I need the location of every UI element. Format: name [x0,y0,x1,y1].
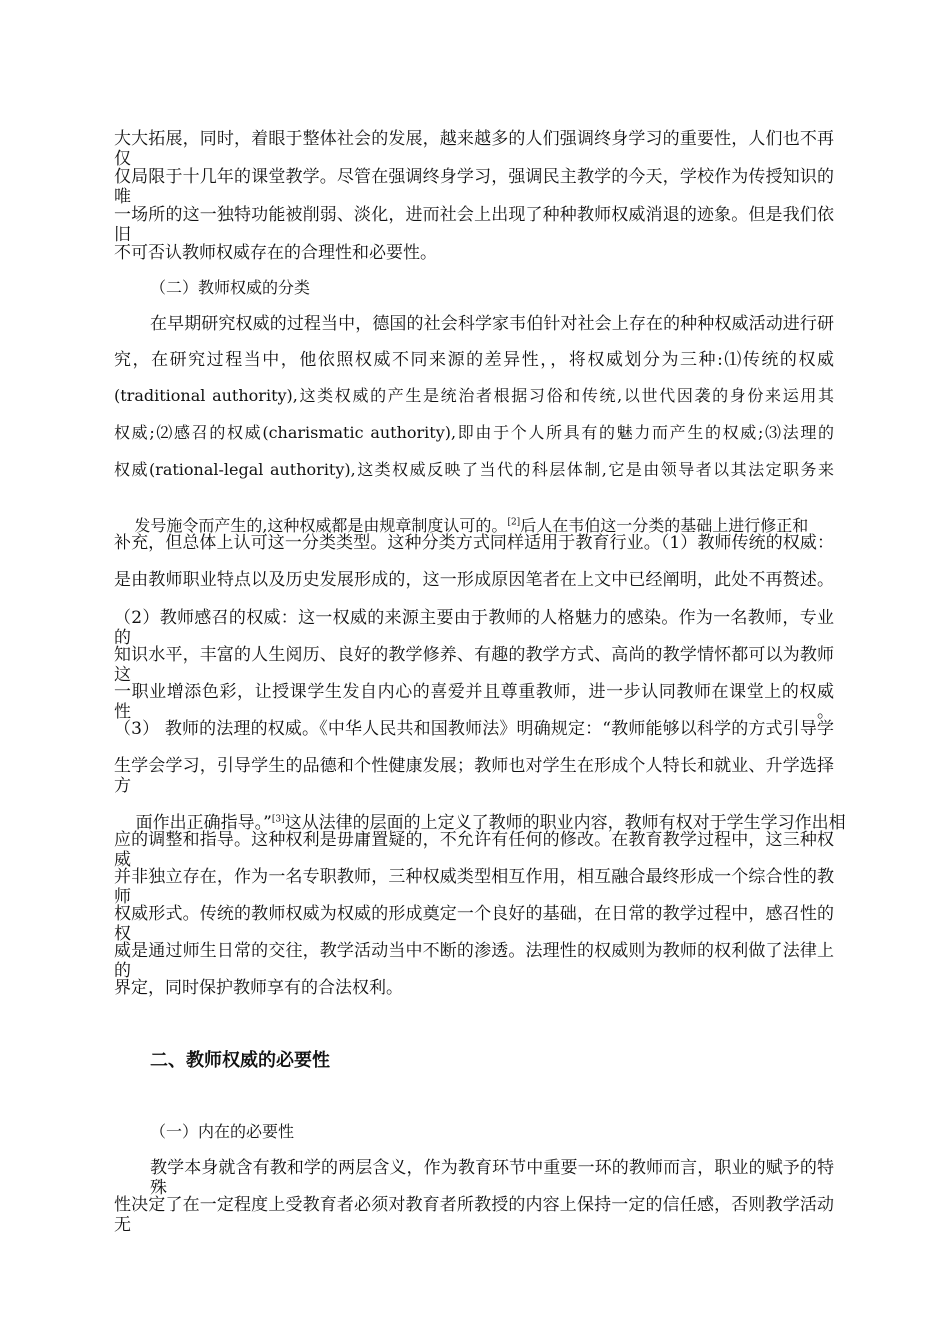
paragraph-line: 生学会学习，引导学生的品德和个性健康发展；教师也对学生在形成个人特长和就业、升学选择方 [114,756,834,796]
paragraph-text: 后人在韦伯这一分类的基础上进行修正和 [520,516,809,535]
paragraph-line: （2）教师感召的权威：这一权威的来源主要由于教师的人格魅力的感染。作为一名教师，专业的 [114,608,834,648]
paragraph-line: 教学本身就含有教和学的两层含义，作为教育环节中重要一环的教师而言，职业的赋予的特殊 [150,1158,834,1198]
paragraph-line: 大大拓展，同时，着眼于整体社会的发展，越来越多的人们强调终身学习的重要性，人们也不再仅 [114,129,834,169]
paragraph-line: 仅局限于十几年的课堂教学。尽管在强调终身学习，强调民主教学的今天，学校作为传授知识的唯 [114,167,834,207]
paragraph-line: 是由教师职业特点以及历史发展形成的，这一形成原因笔者在上文中已经阐明，此处不再赘述。 [114,570,834,590]
paragraph-line: 一场所的这一独特功能被削弱、淡化，进而社会上出现了种种教师权威消退的迹象。但是我们依旧 [114,205,834,245]
paragraph-line: 在早期研究权威的过程当中，德国的社会科学家韦伯针对社会上存在的种种权威活动进行研 [150,314,834,334]
citation-marker: [3] [271,814,285,825]
paragraph-text: 发号施令而产生的,这种权威都是由规章制度认可的。 [134,516,508,535]
paragraph-text: 这从法律的层面的上定义了教师的职业内容，教师有权对于学生学习作出相 [284,813,846,833]
subheading-inner-necessity: （一）内在的必要性 [150,1122,295,1141]
citation-marker: [2] [507,517,521,528]
paragraph-line: 威是通过师生日常的交往，教学活动当中不断的渗透。法理性的权威则为教师的权利做了法律上的 [114,941,834,981]
paragraph-text: 面作出正确指导。” [135,813,272,833]
paragraph-line: 性决定了在一定程度上受教育者必须对教育者所教授的内容上保持一定的信任感，否则教学活动无 [114,1195,834,1235]
paragraph-line: 补充，但总体上认可这一分类类型。这种分类方式同样适用于教育行业。（1）教师传统的权威： [114,533,834,553]
paragraph-line: 不可否认教师权威存在的合理性和必要性。 [114,243,437,263]
paragraph-line: 界定，同时保护教师享有的合法权利。 [114,978,403,998]
subheading-classification: （二）教师权威的分类 [150,278,311,297]
paragraph-line: 权威形式。传统的教师权威为权威的形成奠定一个良好的基础，在日常的教学过程中，感召性的权 [114,904,834,944]
paragraph-line: 应的调整和指导。这种权利是毋庸置疑的，不允许有任何的修改。在教育教学过程中，这三种权威 [114,830,834,870]
paragraph-line: 究，在研究过程当中，他依照权威不同来源的差异性，，将权威划分为三种:⑴传统的权威 [114,350,834,370]
paragraph-line: 知识水平，丰富的人生阅历、良好的教学修养、有趣的教学方式、高尚的教学情怀都可以为教师这 [114,645,834,685]
paragraph-line: 权威;⑵感召的权威(charismatic authority),即由于个人所具有的魅力而产生的权威;⑶法理的 [114,423,834,442]
paragraph-line: 一职业增添色彩，让授课学生发自内心的喜爱并且尊重教师，进一步认同教师在课堂上的权威性。 [114,682,834,722]
section-heading: 二、教师权威的必要性 [150,1050,330,1071]
paragraph-line: 并非独立存在，作为一名专职教师，三种权威类型相互作用，相互融合最终形成一个综合性的教师 [114,867,834,907]
paragraph-line: （3） 教师的法理的权威。《中华人民共和国教师法》明确规定：“教师能够以科学的方式引导学 [114,719,834,739]
paragraph-line: (traditional authority),这类权威的产生是统治者根据习俗和传统,以世代因袭的身份来运用其 [114,386,834,405]
paragraph-line: 权威(rational-legal authority),这类权威反映了当代的科层体制,它是由领导者以其法定职务来 [114,460,834,479]
